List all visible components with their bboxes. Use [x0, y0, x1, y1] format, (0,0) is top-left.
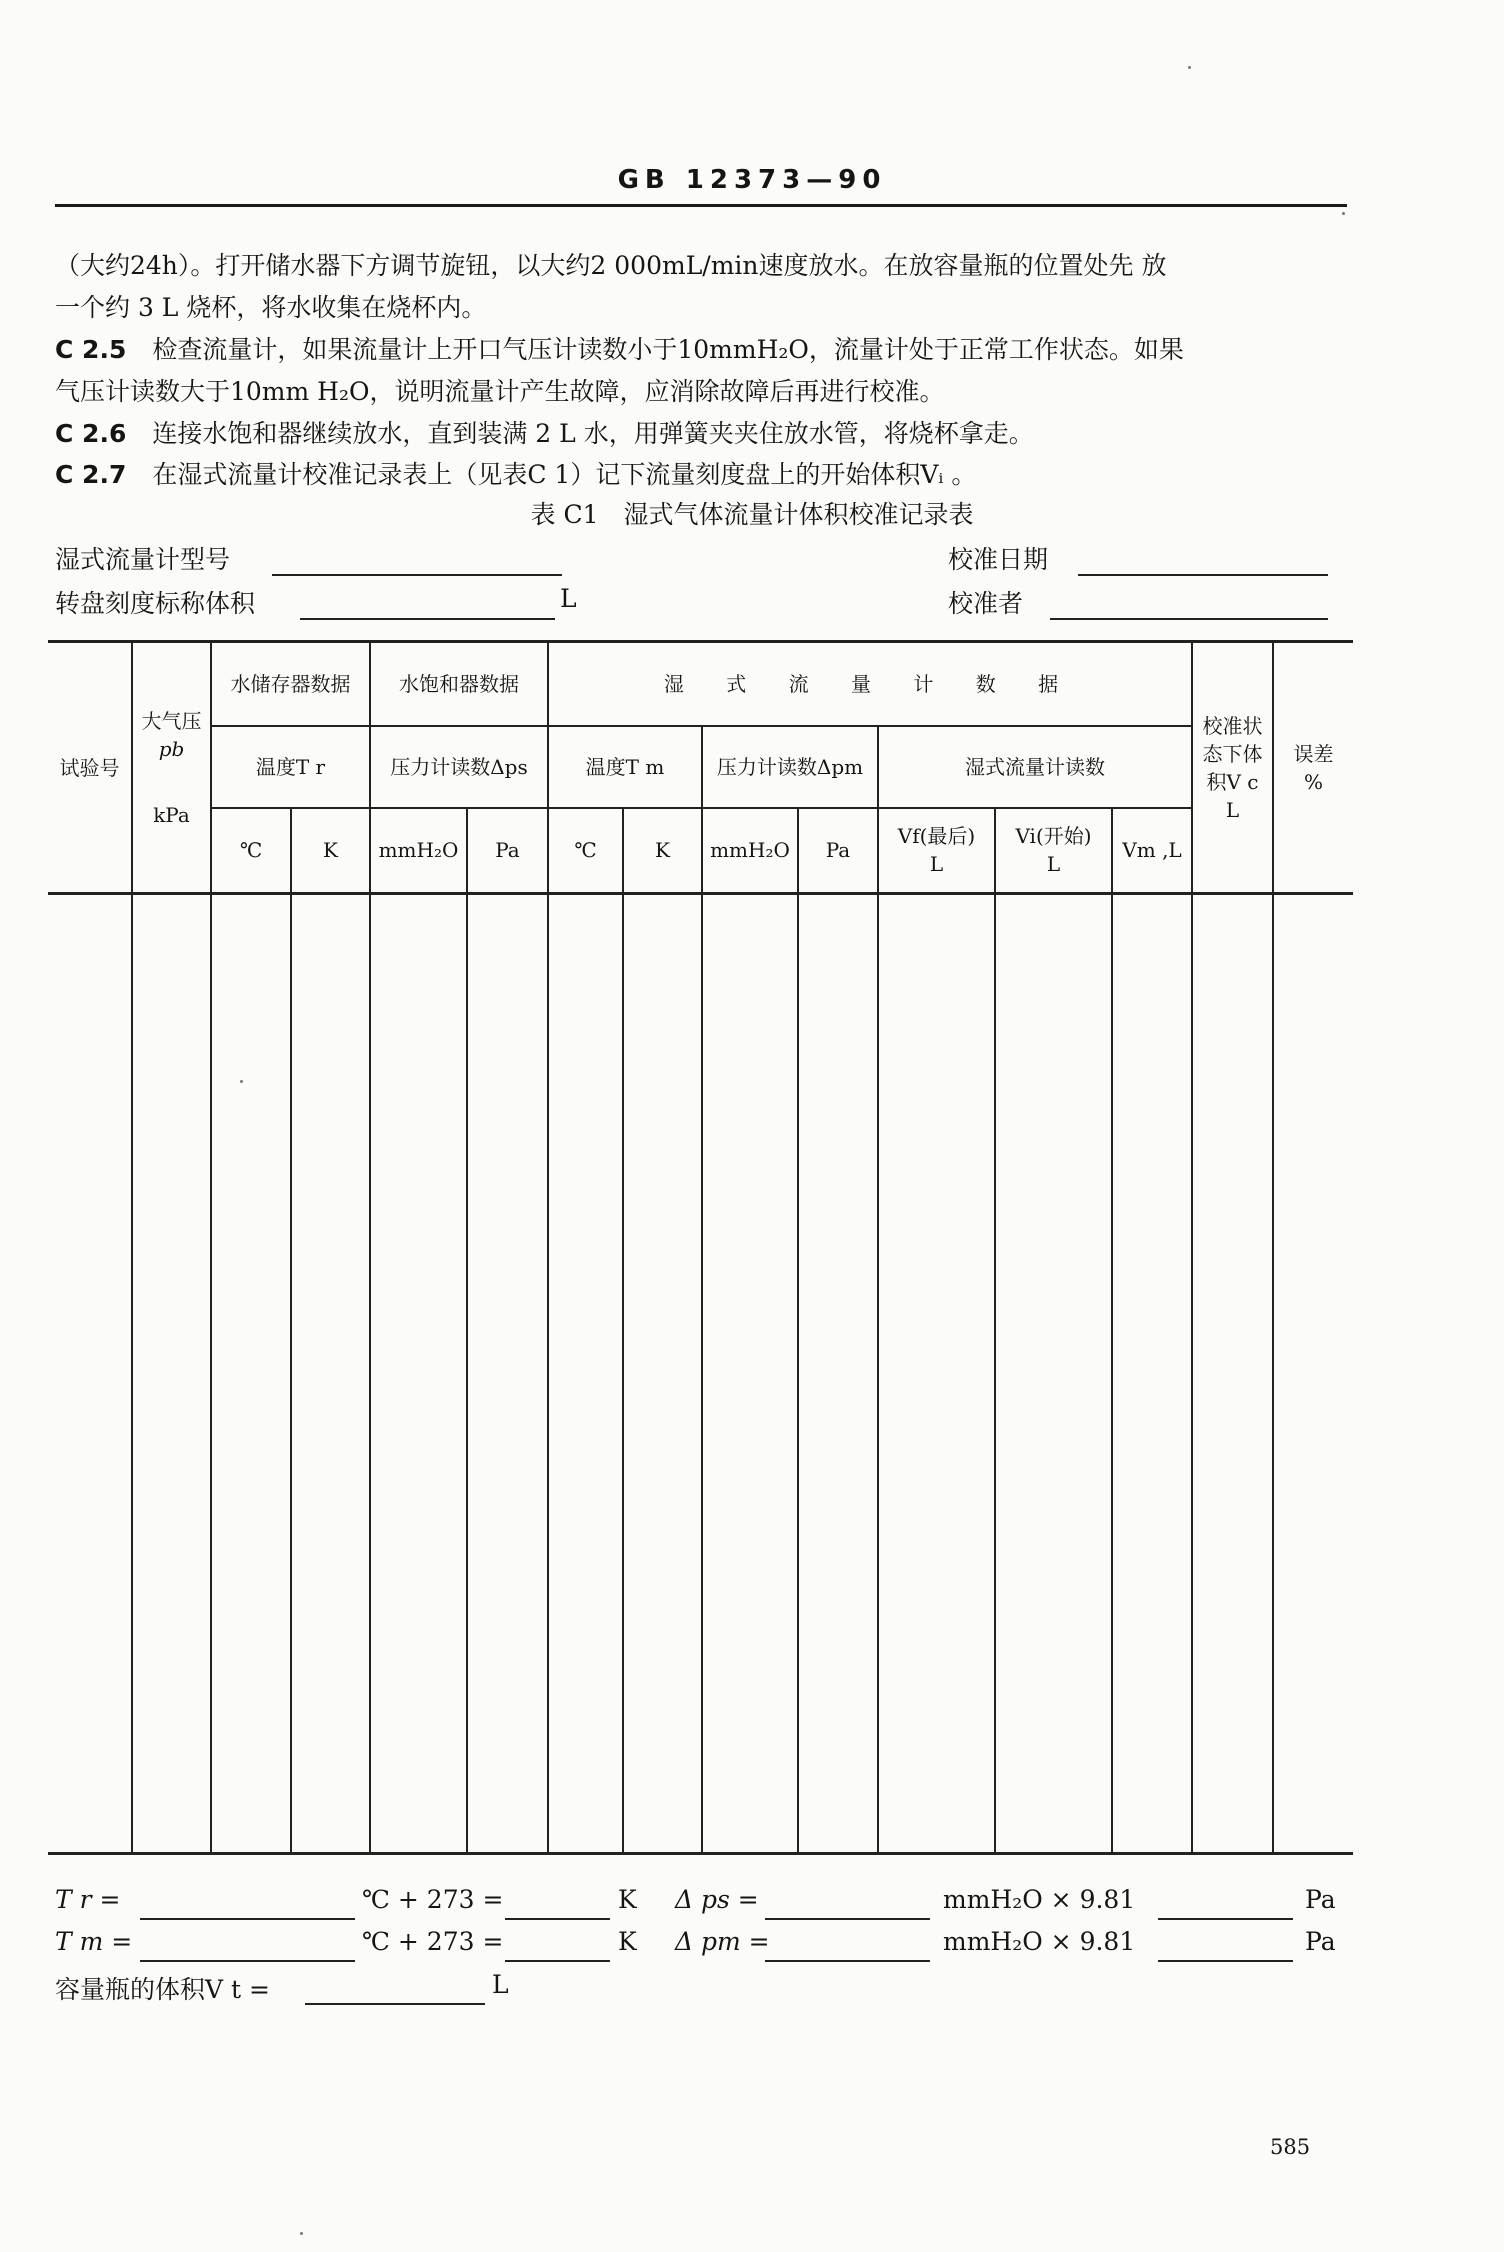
vt-label: 容量瓶的体积V t = — [55, 1975, 270, 2004]
pa-unit: Pa — [1305, 1927, 1336, 1956]
col-reservoir-temperature: 温度T r — [211, 726, 370, 808]
table-cell[interactable] — [1192, 894, 1273, 1854]
col-trial-number: 试验号 — [48, 642, 132, 894]
dpm-label: Δ pm = — [675, 1927, 770, 1956]
scan-speck — [240, 1080, 243, 1083]
table-cell[interactable] — [1273, 894, 1353, 1854]
paragraph-line: （大约24h）。打开储水器下方调节旋钮，以大约2 000mL/min速度放水。在放容量瓶的位置处先 放 — [55, 251, 1167, 280]
page-header-title: GB 12373—90 — [617, 165, 887, 195]
table-cell[interactable] — [1112, 894, 1192, 1854]
nominal-volume-unit: L — [560, 584, 577, 613]
atm-symbol: pb — [158, 736, 185, 761]
vi-unit: L — [1046, 852, 1061, 877]
clause-number: C 2.6 — [55, 419, 127, 448]
vf-label: Vf(最后) — [897, 824, 976, 849]
col-wet-meter-data: 湿 式 流 量 计 数 据 — [548, 642, 1192, 726]
tm-label: T m = — [55, 1927, 133, 1956]
table-cell[interactable] — [48, 894, 132, 1854]
table-cell[interactable] — [548, 894, 623, 1854]
col-saturator-pressure: 压力计读数Δps — [370, 726, 548, 808]
clause-c2-5-line1 — [55, 330, 1355, 369]
dpm-pa-blank[interactable] — [1158, 1960, 1293, 1962]
tr-celsius-blank[interactable] — [140, 1918, 355, 1920]
paragraph-line: 一个约 3 L 烧杯，将水收集在烧杯内。 — [55, 293, 487, 322]
table-cell[interactable] — [370, 894, 467, 1854]
unit-vi-initial — [995, 808, 1112, 894]
tm-kelvin-blank[interactable] — [505, 1960, 610, 1962]
clause-text: 在湿式流量计校准记录表上（见表C 1）记下流量刻度盘上的开始体积Vᵢ 。 — [152, 460, 977, 489]
unit-pa: Pa — [467, 808, 548, 894]
table-cell[interactable] — [798, 894, 878, 1854]
calibration-record-table — [48, 640, 1353, 1855]
tr-label: T r = — [55, 1885, 121, 1914]
dps-pa-blank[interactable] — [1158, 1918, 1293, 1920]
col-meter-pressure: 压力计读数Δpm — [702, 726, 878, 808]
col-meter-reading: 湿式流量计读数 — [878, 726, 1192, 808]
table-cell[interactable] — [623, 894, 702, 1854]
col-saturator-data: 水饱和器数据 — [370, 642, 548, 726]
table-cell[interactable] — [132, 894, 211, 1854]
table-cell[interactable] — [467, 894, 548, 1854]
scan-speck — [300, 2232, 303, 2235]
unit-kelvin: K — [623, 808, 702, 894]
page-number: 585 — [1270, 2135, 1311, 2159]
unit-kelvin: K — [291, 808, 370, 894]
scan-speck — [1342, 212, 1345, 215]
table-cell[interactable] — [878, 894, 995, 1854]
col-meter-temperature: 温度T m — [548, 726, 702, 808]
calibrator-label: 校准者 — [948, 589, 1024, 618]
calib-unit: L — [1225, 797, 1240, 822]
clause-c2-6 — [55, 414, 1355, 453]
clause-c2-7 — [55, 455, 1355, 494]
clause-number: C 2.7 — [55, 460, 127, 489]
vf-unit: L — [929, 852, 944, 877]
clause-text: 连接水饱和器继续放水，直到装满 2 L 水，用弹簧夹夹住放水管，将烧杯拿走。 — [152, 419, 1034, 448]
table-cell[interactable] — [995, 894, 1112, 1854]
error-label: 误差 — [1293, 741, 1334, 766]
unit-mmh2o: mmH₂O — [702, 808, 798, 894]
unit-mmh2o: mmH₂O — [370, 808, 467, 894]
table-cell[interactable] — [702, 894, 798, 1854]
calib-date-label: 校准日期 — [948, 545, 1049, 574]
unit-vf-final — [878, 808, 995, 894]
unit-vm: Vm ,L — [1112, 808, 1192, 894]
unit-celsius: ℃ — [548, 808, 623, 894]
tm-formula: ℃ + 273 = — [362, 1927, 504, 1956]
tm-celsius-blank[interactable] — [140, 1960, 355, 1962]
nominal-volume-label: 转盘刻度标称体积 — [55, 589, 256, 618]
dpm-formula: mmH₂O × 9.81 — [943, 1927, 1136, 1956]
dpm-blank[interactable] — [765, 1960, 930, 1962]
clause-text: 检查流量计，如果流量计上开口气压计读数小于10mmH₂O，流量计处于正常工作状态。如果 — [152, 335, 1184, 364]
pa-unit: Pa — [1305, 1885, 1336, 1914]
k-unit: K — [618, 1927, 637, 1956]
calibrator-blank[interactable] — [1050, 618, 1328, 620]
table-caption: 表 C1 湿式气体流量计体积校准记录表 — [530, 500, 974, 529]
unit-celsius: ℃ — [211, 808, 291, 894]
clause-number: C 2.5 — [55, 335, 127, 364]
col-atmospheric-pressure — [132, 642, 211, 894]
header-rule — [55, 204, 1347, 207]
nominal-volume-blank[interactable] — [300, 618, 555, 620]
calib-line1: 校准状 — [1202, 713, 1263, 738]
col-reservoir-data: 水储存器数据 — [211, 642, 370, 726]
col-calibrated-volume — [1192, 642, 1273, 894]
tr-kelvin-blank[interactable] — [505, 1918, 610, 1920]
k-unit: K — [618, 1885, 637, 1914]
table-cell[interactable] — [291, 894, 370, 1854]
col-error — [1273, 642, 1353, 894]
meter-model-blank[interactable] — [272, 574, 562, 576]
meter-model-label: 湿式流量计型号 — [55, 545, 231, 574]
scan-speck — [1188, 66, 1191, 69]
dps-label: Δ ps = — [675, 1885, 759, 1914]
tr-formula: ℃ + 273 = — [362, 1885, 504, 1914]
calib-line3: 积V c — [1206, 769, 1259, 794]
atm-label: 大气压 — [141, 708, 202, 733]
unit-pa: Pa — [798, 808, 878, 894]
vi-label: Vi(开始) — [1015, 824, 1092, 849]
vt-blank[interactable] — [305, 2003, 485, 2005]
dps-formula: mmH₂O × 9.81 — [943, 1885, 1136, 1914]
calib-line2: 态下体 — [1202, 741, 1263, 766]
clause-c2-5-line2: 气压计读数大于10mm H₂O，说明流量计产生故障，应消除故障后再进行校准。 — [55, 377, 945, 406]
error-unit: % — [1304, 769, 1324, 794]
calib-date-blank[interactable] — [1078, 574, 1328, 576]
atm-unit: kPa — [153, 802, 190, 827]
dps-blank[interactable] — [765, 1918, 930, 1920]
table-cell[interactable] — [211, 894, 291, 1854]
vt-unit: L — [492, 1970, 509, 1999]
